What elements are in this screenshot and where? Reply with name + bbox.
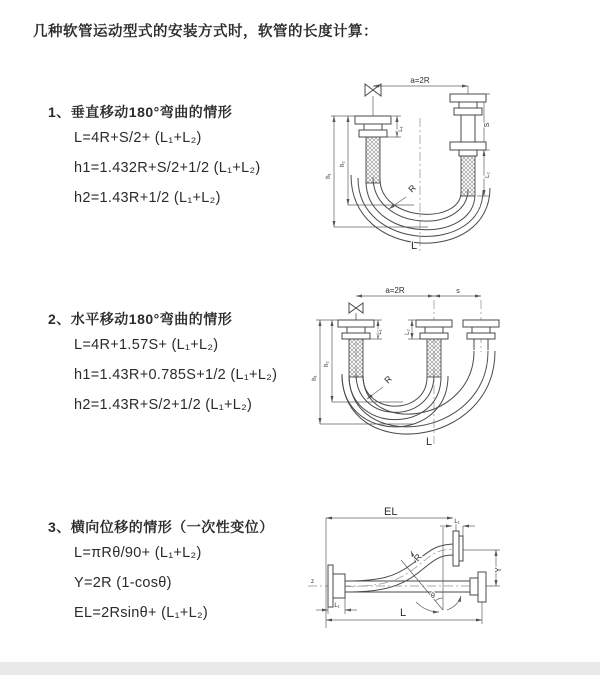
dim-label-l2: L₂ [485, 172, 491, 178]
hose-s-curve [345, 544, 453, 592]
dim-label-h1: h₁ [312, 375, 318, 381]
diagram-lateral-displacement [300, 502, 598, 654]
dim-label-el: EL [384, 506, 398, 518]
left-pipe-assembly [355, 116, 391, 183]
section-3-formula-L: L=πRθ/90+ (L₁+L₂) [74, 545, 202, 561]
dim-label-a2r: a=2R [385, 286, 405, 295]
dim-label-l1: L₁ [398, 126, 404, 132]
dim-label-y: Y [494, 567, 503, 573]
dim-label-l: L [400, 607, 407, 619]
section-2-formula-L: L=4R+1.57S+ (L₁+L₂) [74, 337, 219, 353]
section-3-formula-Y: Y=2R (1-cosθ) [74, 575, 172, 591]
axis-label: z [311, 579, 314, 585]
length-label: L [426, 436, 433, 448]
diagram-horizontal-180-bend [308, 282, 598, 454]
section-2-heading: 2、水平移动180°弯曲的情形 [48, 311, 233, 327]
radius-label: R [406, 182, 419, 195]
dim-label-l1-top: L₁ [454, 519, 460, 525]
dim-label-s: S [484, 122, 491, 128]
left-pipe-assembly [338, 320, 374, 377]
dim-label-h2: h₂ [324, 361, 330, 367]
top-right-flange [453, 531, 463, 566]
right-flange [470, 572, 486, 602]
dimension-lines [316, 296, 481, 424]
right-pipe-assembly [463, 320, 499, 350]
section-1-formula-L: L=4R+S/2+ (L₁+L₂) [74, 130, 202, 146]
dim-label-s: s [456, 288, 460, 295]
valve-icon [365, 84, 381, 116]
diagram-vertical-180-bend [318, 72, 584, 258]
straight-pipe [345, 581, 470, 592]
radius-label: R [411, 551, 424, 564]
right-pipe-assembly [450, 94, 486, 196]
section-2-formula-h2: h2=1.43R+S/2+1/2 (L₁+L₂) [74, 397, 253, 413]
section-1-formula-h2: h2=1.43R+1/2 (L₁+L₂) [74, 190, 221, 206]
dimension-labels [311, 506, 503, 619]
section-3-formula-EL: EL=2Rsinθ+ (L₁+L₂) [74, 605, 209, 621]
dim-label-l1-left: L₁ [334, 603, 340, 609]
valve-icon [349, 303, 363, 320]
middle-pipe-assembly [416, 320, 452, 377]
hose-u-bends [342, 351, 495, 434]
dim-label-h1: h₁ [326, 173, 332, 179]
radius-label: R [382, 373, 395, 386]
section-2-formula-h1: h1=1.43R+0.785S+1/2 (L₁+L₂) [74, 367, 278, 383]
page-bottom-edge [0, 662, 600, 675]
angle-label: θ [431, 593, 435, 600]
page-title: 几种软管运动型式的安装方式时，软管的长度计算： [33, 24, 378, 40]
section-1-formula-h1: h1=1.432R+S/2+1/2 (L₁+L₂) [74, 160, 261, 176]
left-flange [328, 565, 345, 607]
section-3-heading: 3、横向位移的情形（一次性变位） [48, 519, 274, 535]
dim-label-a2r: a=2R [410, 76, 430, 85]
section-1-heading: 1、垂直移动180°弯曲的情形 [48, 104, 233, 120]
length-label: L [411, 240, 418, 252]
dimension-lines [316, 518, 500, 628]
dim-label-l1: L₁ [377, 329, 383, 335]
dim-label-h2: h₂ [340, 161, 346, 167]
dim-label-l2: L₂ [405, 329, 411, 335]
